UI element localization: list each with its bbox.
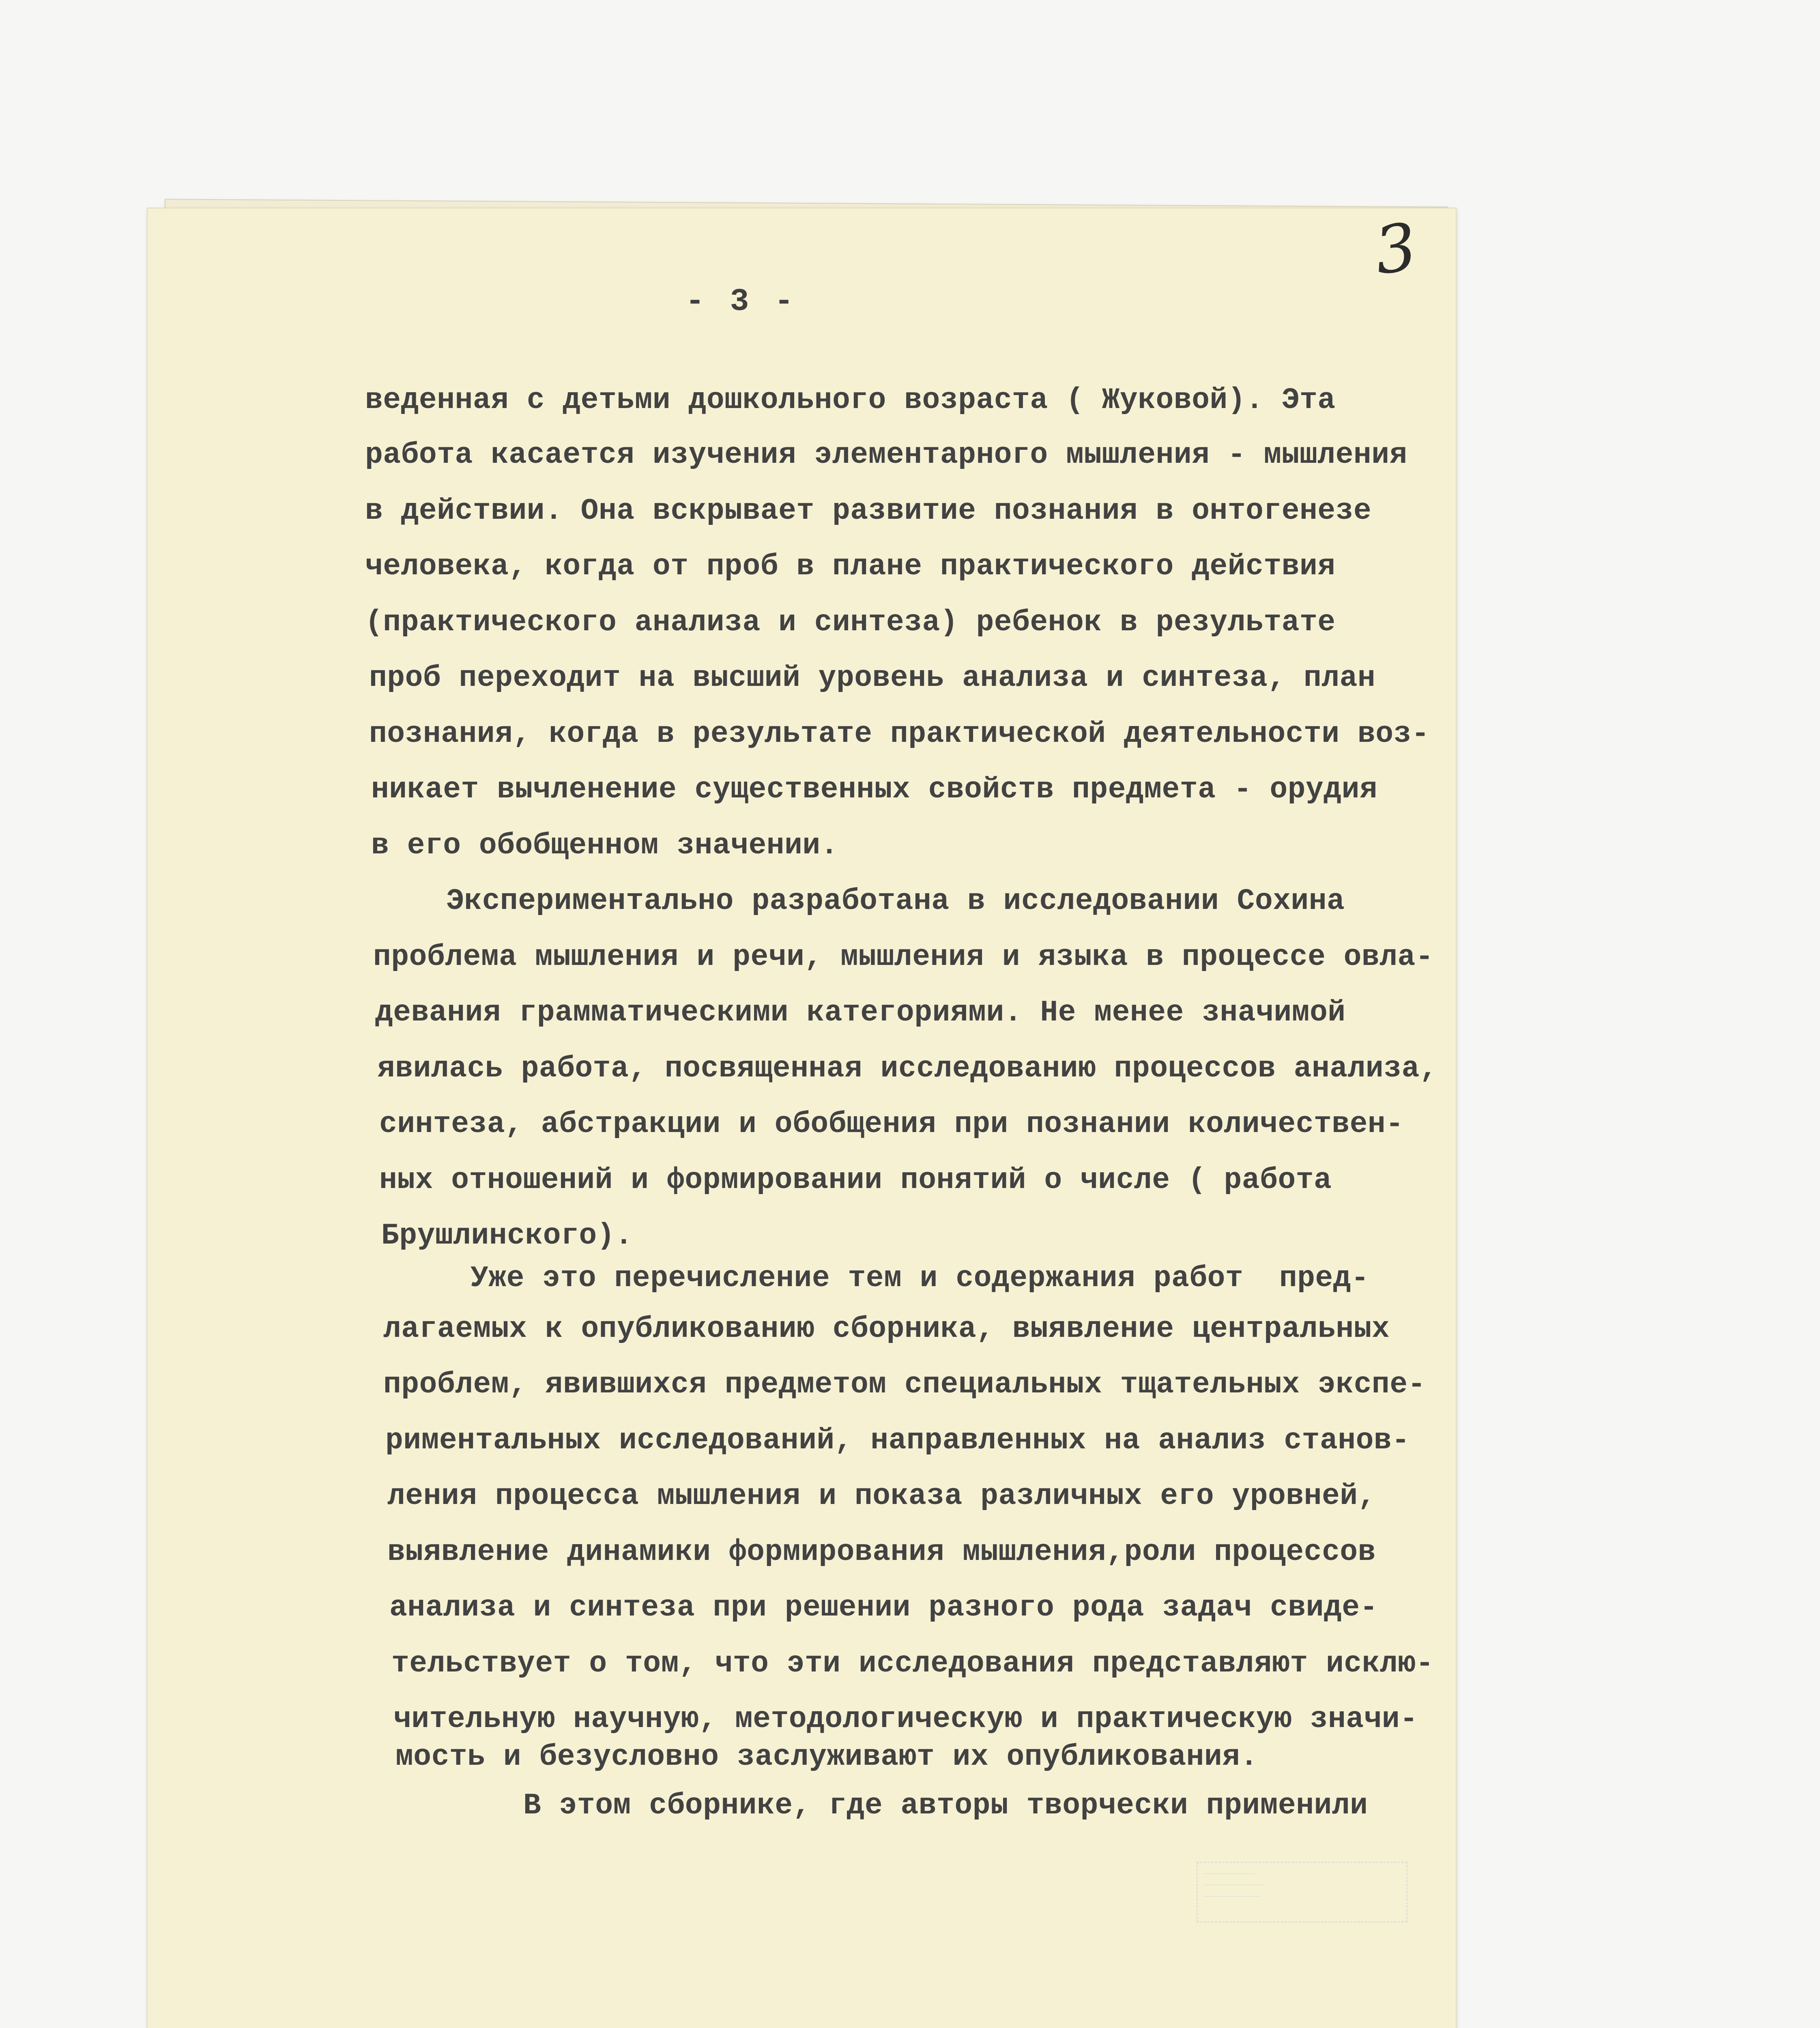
text-line: ления процесса мышления и показа различных его уровней, <box>387 1479 1376 1513</box>
text-line: работа касается изучения элементарного мышления - мышления <box>365 438 1407 472</box>
text-line: анализа и синтеза при решении разного рода задач свиде- <box>389 1591 1378 1624</box>
text-line: ных отношений и формировании понятий о числе ( работа <box>379 1163 1332 1197</box>
text-line: проб переходит на высший уровень анализа и синтеза, план <box>369 661 1376 695</box>
text-line: тельствует о том, что эти исследования представляют исклю- <box>391 1647 1434 1680</box>
text-line: явилась работа, посвященная исследованию процессов анализа, <box>377 1052 1438 1085</box>
folio-number: 3 <box>1370 208 1422 290</box>
stamp-mark: ─────────── <box>1203 1892 1261 1900</box>
stamp-mark: ────────── <box>1203 1869 1255 1878</box>
paragraph-first-line: Экспериментально разработана в исследовании Сохина <box>446 884 1345 918</box>
text-line: чительную научную, методологическую и практическую значи- <box>393 1702 1418 1736</box>
text-line: проблема мышления и речи, мышления и языка в процессе овла- <box>373 940 1434 974</box>
paragraph-first-line: В этом сборнике, где авторы творчески применили <box>523 1789 1368 1822</box>
text-line: риментальных исследований, направленных на анализ станов- <box>385 1424 1410 1457</box>
text-line: в действии. Она вскрывает развитие познания в онтогенезе <box>365 494 1372 528</box>
text-line: проблем, явившихся предметом специальных тщательных экспе- <box>383 1368 1426 1401</box>
text-line: синтеза, абстракции и обобщения при познании количествен- <box>379 1107 1404 1141</box>
text-line: веденная с детьми дошкольного возраста ( Жуковой). Эта <box>365 383 1336 417</box>
text-line: познания, когда в результате практической деятельности воз- <box>369 717 1430 751</box>
text-line: выявление динамики формирования мышления,роли процессов <box>387 1535 1376 1569</box>
text-line: человека, когда от проб в плане практического действия <box>365 550 1336 583</box>
text-line: мость и безусловно заслуживают их опубликования. <box>395 1740 1258 1774</box>
text-line: (практического анализа и синтеза) ребенок в результате <box>365 606 1336 639</box>
stamp-mark: ──────────── <box>1203 1881 1266 1889</box>
text-line: никает вычленение существенных свойств предмета - орудия <box>371 773 1378 806</box>
page-number: - 3 - <box>685 284 797 320</box>
faded-archive-stamp <box>1197 1862 1407 1923</box>
text-line: лагаемых к опубликованию сборника, выявление центральных <box>383 1312 1390 1346</box>
text-line: Брушлинского). <box>381 1219 633 1252</box>
text-line: в его обобщенном значении. <box>371 829 838 862</box>
text-line: девания грамматическими категориями. Не менее значимой <box>375 996 1346 1029</box>
paragraph-first-line: Уже это перечисление тем и содержания работ пред- <box>471 1261 1369 1295</box>
